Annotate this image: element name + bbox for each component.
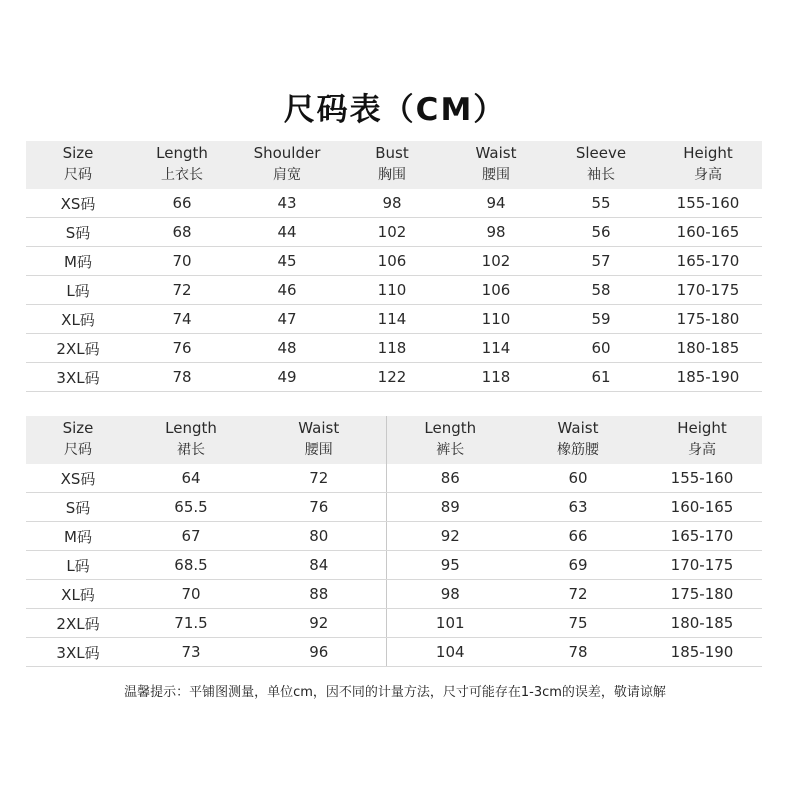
pants-length-cell: 89 bbox=[386, 493, 514, 522]
skirt-length-cell: 73 bbox=[130, 638, 252, 667]
sleeve-cell: 59 bbox=[548, 305, 654, 334]
size-cell: M码 bbox=[26, 247, 130, 276]
shoulder-cell: 47 bbox=[234, 305, 340, 334]
height-cell: 160-165 bbox=[654, 218, 762, 247]
header-label-en: Length bbox=[165, 419, 217, 437]
header-label-en: Length bbox=[424, 419, 477, 437]
skirt-waist-cell: 80 bbox=[252, 522, 386, 551]
header-label-en: Waist bbox=[557, 419, 599, 437]
shoulder-cell: 46 bbox=[234, 276, 340, 305]
header-bust bbox=[340, 141, 444, 189]
bust-cell: 118 bbox=[340, 334, 444, 363]
height-cell: 170-175 bbox=[642, 551, 762, 580]
header-label-zh: 橡筋腰 bbox=[557, 442, 599, 458]
height-cell: 165-170 bbox=[642, 522, 762, 551]
height-cell: 165-170 bbox=[654, 247, 762, 276]
measurement-note: 温馨提示：平铺图测量，单位cm，因不同的计量方法，尺寸可能存在1-3cm的误差，敬请谅解 bbox=[124, 685, 666, 700]
header-waist bbox=[444, 141, 548, 189]
shoulder-cell: 45 bbox=[234, 247, 340, 276]
skirt-length-cell: 70 bbox=[130, 580, 252, 609]
skirt-waist-cell: 92 bbox=[252, 609, 386, 638]
shoulder-cell: 48 bbox=[234, 334, 340, 363]
header-label-zh: 腰围 bbox=[304, 442, 333, 458]
skirt-waist-cell: 84 bbox=[252, 551, 386, 580]
bust-cell: 114 bbox=[340, 305, 444, 334]
skirt-waist-cell: 96 bbox=[252, 638, 386, 667]
pants-length-cell: 98 bbox=[386, 580, 514, 609]
table-row bbox=[26, 580, 762, 609]
header-label-zh: 腰围 bbox=[482, 167, 510, 183]
size-cell: 2XL码 bbox=[26, 609, 130, 638]
pants-length-cell: 101 bbox=[386, 609, 514, 638]
elastic-waist-cell: 69 bbox=[514, 551, 642, 580]
elastic-waist-cell: 75 bbox=[514, 609, 642, 638]
table-row bbox=[26, 334, 762, 363]
table-row bbox=[26, 609, 762, 638]
table-row bbox=[26, 464, 762, 493]
sleeve-cell: 60 bbox=[548, 334, 654, 363]
header-shoulder bbox=[234, 141, 340, 189]
sleeve-cell: 61 bbox=[548, 363, 654, 392]
bust-cell: 122 bbox=[340, 363, 444, 392]
skirt-length-cell: 64 bbox=[130, 464, 252, 493]
skirt-length-cell: 67 bbox=[130, 522, 252, 551]
size-cell: M码 bbox=[26, 522, 130, 551]
height-cell: 155-160 bbox=[654, 189, 762, 218]
table-header-row bbox=[26, 141, 762, 189]
height-cell: 180-185 bbox=[654, 334, 762, 363]
table-row bbox=[26, 551, 762, 580]
waist-cell: 114 bbox=[444, 334, 548, 363]
skirt-waist-cell: 76 bbox=[252, 493, 386, 522]
header-label-zh: 身高 bbox=[694, 167, 722, 183]
length-cell: 70 bbox=[130, 247, 234, 276]
sleeve-cell: 58 bbox=[548, 276, 654, 305]
elastic-waist-cell: 78 bbox=[514, 638, 642, 667]
header-label-en: Size bbox=[62, 144, 94, 162]
header-label-zh: 裙长 bbox=[177, 442, 205, 458]
waist-cell: 102 bbox=[444, 247, 548, 276]
size-cell: XS码 bbox=[26, 464, 130, 493]
bust-cell: 98 bbox=[340, 189, 444, 218]
height-cell: 175-180 bbox=[642, 580, 762, 609]
elastic-waist-cell: 63 bbox=[514, 493, 642, 522]
waist-cell: 106 bbox=[444, 276, 548, 305]
header-label-zh: 胸围 bbox=[378, 167, 406, 183]
size-cell: XS码 bbox=[26, 189, 130, 218]
skirt-length-cell: 68.5 bbox=[130, 551, 252, 580]
header-label-en: Bust bbox=[375, 144, 409, 162]
size-cell: S码 bbox=[26, 493, 130, 522]
header-label-en: Height bbox=[683, 144, 733, 162]
height-cell: 185-190 bbox=[654, 363, 762, 392]
size-cell: 2XL码 bbox=[26, 334, 130, 363]
header-label-en: Height bbox=[677, 419, 727, 437]
header-label-en: Length bbox=[156, 144, 208, 162]
header-label-zh: 裤长 bbox=[436, 442, 465, 458]
sleeve-cell: 55 bbox=[548, 189, 654, 218]
header-label-zh: 尺码 bbox=[64, 442, 92, 458]
pants-length-cell: 86 bbox=[386, 464, 514, 493]
table-row bbox=[26, 522, 762, 551]
height-cell: 185-190 bbox=[642, 638, 762, 667]
skirt-length-cell: 65.5 bbox=[130, 493, 252, 522]
header-label-zh: 肩宽 bbox=[273, 167, 301, 183]
header-label-en: Size bbox=[62, 419, 94, 437]
table-row bbox=[26, 638, 762, 667]
table-row bbox=[26, 493, 762, 522]
bottom-size-table bbox=[26, 416, 762, 667]
height-cell: 175-180 bbox=[654, 305, 762, 334]
header-elastic-waist bbox=[514, 416, 642, 464]
header-label-zh: 上衣长 bbox=[161, 167, 203, 183]
bust-cell: 102 bbox=[340, 218, 444, 247]
size-cell: 3XL码 bbox=[26, 638, 130, 667]
height-cell: 180-185 bbox=[642, 609, 762, 638]
header-size bbox=[26, 416, 130, 464]
table-row bbox=[26, 189, 762, 218]
header-label-zh: 袖长 bbox=[587, 167, 615, 183]
pants-length-cell: 95 bbox=[386, 551, 514, 580]
header-sleeve bbox=[548, 141, 654, 189]
header-skirt-waist bbox=[252, 416, 386, 464]
header-size bbox=[26, 141, 130, 189]
shoulder-cell: 49 bbox=[234, 363, 340, 392]
header-label-zh: 尺码 bbox=[64, 167, 92, 183]
height-cell: 155-160 bbox=[642, 464, 762, 493]
length-cell: 78 bbox=[130, 363, 234, 392]
size-cell: L码 bbox=[26, 551, 130, 580]
pants-length-cell: 92 bbox=[386, 522, 514, 551]
shoulder-cell: 43 bbox=[234, 189, 340, 218]
table-row bbox=[26, 305, 762, 334]
sleeve-cell: 57 bbox=[548, 247, 654, 276]
elastic-waist-cell: 72 bbox=[514, 580, 642, 609]
waist-cell: 94 bbox=[444, 189, 548, 218]
header-skirt-length bbox=[130, 416, 252, 464]
header-height bbox=[642, 416, 762, 464]
table-row bbox=[26, 363, 762, 392]
table-row bbox=[26, 247, 762, 276]
length-cell: 74 bbox=[130, 305, 234, 334]
sleeve-cell: 56 bbox=[548, 218, 654, 247]
waist-cell: 118 bbox=[444, 363, 548, 392]
waist-cell: 110 bbox=[444, 305, 548, 334]
elastic-waist-cell: 66 bbox=[514, 522, 642, 551]
shoulder-cell: 44 bbox=[234, 218, 340, 247]
size-cell: XL码 bbox=[26, 580, 130, 609]
length-cell: 68 bbox=[130, 218, 234, 247]
skirt-waist-cell: 88 bbox=[252, 580, 386, 609]
top-size-table bbox=[26, 141, 762, 392]
height-cell: 170-175 bbox=[654, 276, 762, 305]
elastic-waist-cell: 60 bbox=[514, 464, 642, 493]
size-cell: 3XL码 bbox=[26, 363, 130, 392]
header-label-en: Sleeve bbox=[575, 144, 627, 162]
length-cell: 76 bbox=[130, 334, 234, 363]
bust-cell: 106 bbox=[340, 247, 444, 276]
length-cell: 72 bbox=[130, 276, 234, 305]
length-cell: 66 bbox=[130, 189, 234, 218]
waist-cell: 98 bbox=[444, 218, 548, 247]
table-row bbox=[26, 276, 762, 305]
skirt-length-cell: 71.5 bbox=[130, 609, 252, 638]
size-cell: XL码 bbox=[26, 305, 130, 334]
header-height bbox=[654, 141, 762, 189]
size-cell: S码 bbox=[26, 218, 130, 247]
table-header-row bbox=[26, 416, 762, 464]
header-label-en: Waist bbox=[475, 144, 517, 162]
header-pants-length bbox=[386, 416, 514, 464]
height-cell: 160-165 bbox=[642, 493, 762, 522]
header-label-en: Waist bbox=[298, 419, 340, 437]
header-label-en: Shoulder bbox=[253, 144, 321, 162]
page-title: 尺码表（CM） bbox=[283, 92, 507, 128]
header-label-zh: 身高 bbox=[688, 442, 716, 458]
table-row bbox=[26, 218, 762, 247]
pants-length-cell: 104 bbox=[386, 638, 514, 667]
header-length bbox=[130, 141, 234, 189]
bust-cell: 110 bbox=[340, 276, 444, 305]
size-cell: L码 bbox=[26, 276, 130, 305]
skirt-waist-cell: 72 bbox=[252, 464, 386, 493]
